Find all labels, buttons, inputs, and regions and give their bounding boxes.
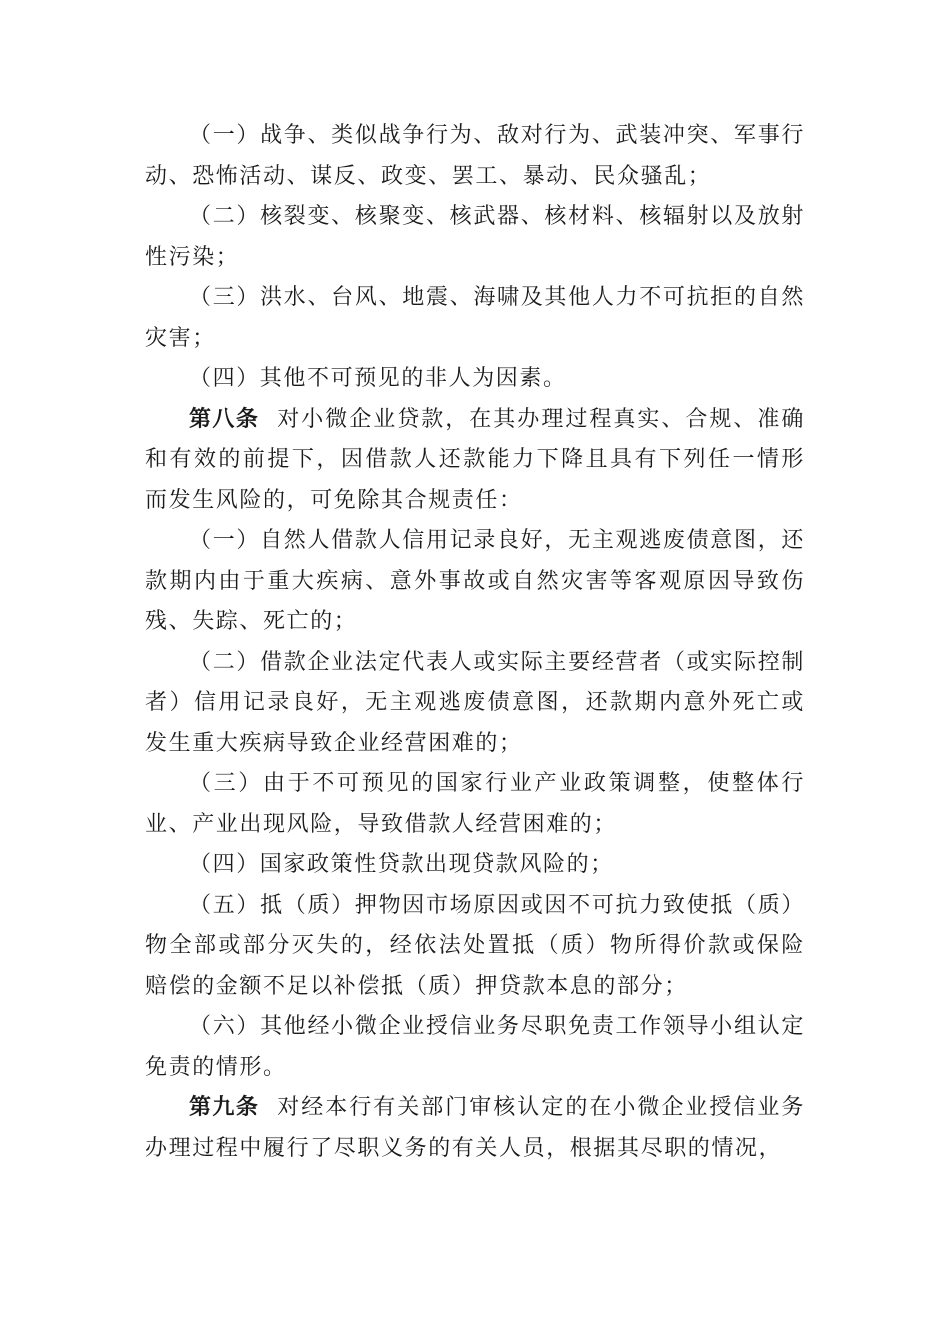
article-8-item-1 <box>145 521 805 643</box>
clause-war-item <box>145 116 805 197</box>
paragraph-text: （六）其他经小微企业授信业务尽职免责工作领导小组认定免责的情形。 <box>145 1014 805 1080</box>
article-8-title: 第八条 <box>189 406 260 432</box>
article-8 <box>145 400 805 522</box>
clause-unforeseeable-item <box>145 359 805 400</box>
paragraph-text: 对小微企业贷款，在其办理过程真实、合规、准确和有效的前提下，因借款人还款能力下降且具有下列任一情形而发生风险的，可免除其合规责任： <box>145 406 805 513</box>
paragraph-text: （三）由于不可预见的国家行业产业政策调整，使整体行业、产业出现风险，导致借款人经营困难的； <box>145 771 805 837</box>
article-8-item-2 <box>145 643 805 765</box>
paragraph-text: （二）核裂变、核聚变、核武器、核材料、核辐射以及放射性污染； <box>145 204 805 270</box>
article-8-item-6 <box>145 1007 805 1088</box>
paragraph-text: 对经本行有关部门审核认定的在小微企业授信业务办理过程中履行了尽职义务的有关人员，根据其尽职的情况， <box>145 1095 805 1161</box>
paragraph-text: （四）国家政策性贷款出现贷款风险的； <box>189 852 614 877</box>
document-body <box>145 116 805 1169</box>
article-8-item-5 <box>145 886 805 1008</box>
paragraph-text: （一）自然人借款人信用记录良好，无主观逃废债意图，还款期内由于重大疾病、意外事故或自然灾害等客观原因导致伤残、失踪、死亡的； <box>145 528 805 634</box>
clause-nuclear-item <box>145 197 805 278</box>
paragraph-text: （五）抵（质）押物因市场原因或因不可抗力致使抵（质）物全部或部分灭失的，经依法处置抵（质）物所得价款或保险赔偿的金额不足以补偿抵（质）押贷款本息的部分； <box>145 892 805 999</box>
paragraph-text: （三）洪水、台风、地震、海啸及其他人力不可抗拒的自然灾害； <box>145 285 805 351</box>
article-8-item-3 <box>145 764 805 845</box>
paragraph-text: （二）借款企业法定代表人或实际主要经营者（或实际控制者）信用记录良好，无主观逃废债意图，还款期内意外死亡或发生重大疾病导致企业经营困难的； <box>145 649 805 756</box>
paragraph-text: （一）战争、类似战争行为、敌对行为、武装冲突、军事行动、恐怖活动、谋反、政变、罢工、暴动、民众骚乱； <box>145 123 805 189</box>
paragraph-text: （四）其他不可预见的非人为因素。 <box>189 366 567 391</box>
article-8-item-4 <box>145 845 805 886</box>
article-9 <box>145 1088 805 1169</box>
article-9-title: 第九条 <box>189 1095 260 1120</box>
clause-natural-disaster-item <box>145 278 805 359</box>
